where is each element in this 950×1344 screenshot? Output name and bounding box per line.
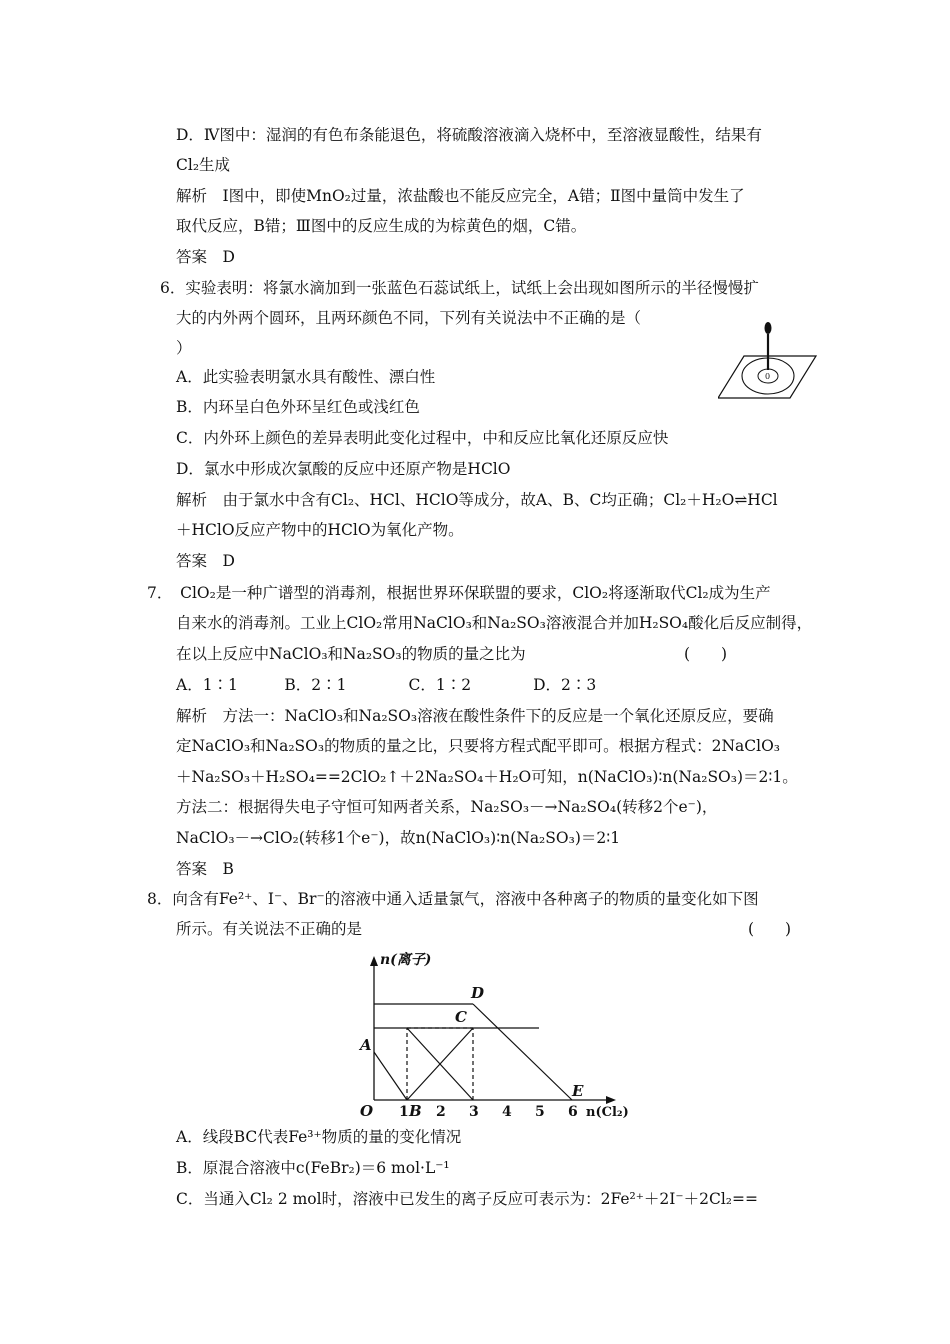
x-tick-label: 2 bbox=[436, 1104, 446, 1120]
text-line: 在以上反应中NaClO₃和Na₂SO₃的物质的量之比为 bbox=[176, 645, 526, 663]
text-line: Cl₂生成 bbox=[176, 156, 231, 174]
text-line: 答案 B bbox=[176, 860, 234, 878]
litmus-paper-figure bbox=[718, 320, 818, 404]
options-row: A．1∶1 B．2∶1 C．1∶2 D．2∶3 bbox=[176, 676, 597, 694]
text-line: 大的内外两个圆环，且两环颜色不同，下列有关说法中不正确的是（ bbox=[176, 309, 642, 327]
text-line: 解析 方法一：NaClO₃和Na₂SO₃溶液在酸性条件下的反应是一个氧化还原反应，要确 bbox=[176, 707, 774, 725]
option-b: B．原混合溶液中c(FeBr₂)＝6 mol·L⁻¹ bbox=[176, 1159, 450, 1177]
x-tick-label: 3 bbox=[469, 1104, 479, 1120]
text-line: 解析 Ⅰ图中，即使MnO₂过量，浓盐酸也不能反应完全，A错；Ⅱ图中量筒中发生了 bbox=[176, 187, 745, 205]
x-tick-label: 5 bbox=[535, 1104, 545, 1120]
text-line: 答案 D bbox=[176, 552, 235, 570]
y-axis-arrow bbox=[370, 956, 378, 966]
text-line: ） bbox=[176, 339, 192, 357]
point-label-a: A bbox=[360, 1036, 372, 1054]
x-axis-label: n(Cl₂) bbox=[586, 1105, 629, 1120]
text-line: 取代反应，B错；Ⅲ图中的反应生成的为棕黄色的烟，C错。 bbox=[176, 217, 587, 235]
point-label-d: D bbox=[471, 984, 485, 1002]
option-c: C．当通入Cl₂ 2 mol时，溶液中已发生的离子反应可表示为：2Fe²⁺＋2I⁻＋2Cl₂== bbox=[176, 1190, 758, 1208]
text-line: ＋Na₂SO₃＋H₂SO₄==2ClO₂↑＋2Na₂SO₄＋H₂O可知，n(NaClO₃)∶n(Na₂SO₃)＝2∶1。 bbox=[176, 768, 798, 786]
x-tick-label: 6 bbox=[568, 1104, 578, 1120]
x-tick-label: 4 bbox=[502, 1104, 512, 1120]
y-axis-label: n(离子) bbox=[380, 952, 432, 968]
x-axis-arrow bbox=[606, 1096, 616, 1104]
option-d: D．氯水中形成次氯酸的反应中还原产物是HClO bbox=[176, 460, 511, 478]
dropper-bulb bbox=[765, 322, 772, 334]
option-a: A．线段BC代表Fe³⁺物质的量的变化情况 bbox=[176, 1128, 462, 1146]
text-line: 解析 由于氯水中含有Cl₂、HCl、HClO等成分，故A、B、C均正确；Cl₂＋H₂O⇌HCl bbox=[176, 491, 778, 509]
center-label: 0 bbox=[765, 372, 771, 381]
text-line: 自来水的消毒剂。工业上ClO₂常用NaClO₃和Na₂SO₃溶液混合并加H₂SO₄酸化后反应制得， bbox=[176, 614, 813, 632]
text-line: D．Ⅳ图中：湿润的有色布条能退色，将硫酸溶液滴入烧杯中，至溶液显酸性，结果有 bbox=[176, 126, 762, 144]
point-label-e: E bbox=[572, 1082, 584, 1100]
question-7-stem: 7． ClO₂是一种广谱型的消毒剂，根据世界环保联盟的要求，ClO₂将逐渐取代Cl₂成为生产 bbox=[147, 584, 771, 602]
option-c: C．内外环上颜色的差异表明此变化过程中，中和反应比氧化还原反应快 bbox=[176, 429, 669, 447]
point-label-o: O bbox=[360, 1102, 374, 1120]
option-b: B．内环呈白色外环呈红色或浅红色 bbox=[176, 398, 420, 416]
point-label-c: C bbox=[455, 1008, 467, 1026]
option-a: A．此实验表明氯水具有酸性、漂白性 bbox=[176, 368, 436, 386]
text-line: 方法二：根据得失电子守恒可知两者关系，Na₂SO₃－→Na₂SO₄(转移2个e⁻)， bbox=[176, 798, 718, 816]
text-line: NaClO₃－→ClO₂(转移1个e⁻)，故n(NaClO₃)∶n(Na₂SO₃)＝2∶1 bbox=[176, 829, 621, 847]
ion-amount-chart bbox=[350, 950, 640, 1120]
series-br-decrease bbox=[473, 1004, 572, 1100]
text-line: ＋HClO反应产物中的HClO为氧化产物。 bbox=[176, 521, 464, 539]
question-6-stem: 6．实验表明：将氯水滴加到一张蓝色石蕊试纸上，试纸上会出现如图所示的半径慢慢扩 bbox=[160, 279, 759, 297]
answer-blank-8: ( ) bbox=[748, 920, 792, 938]
text-line: 答案 D bbox=[176, 248, 235, 266]
text-line: 定NaClO₃和Na₂SO₃的物质的量之比，只要将方程式配平即可。根据方程式：2NaClO₃ bbox=[176, 737, 781, 755]
series-i-line bbox=[374, 1052, 407, 1100]
text-line: 所示。有关说法不正确的是 bbox=[176, 920, 363, 938]
point-label-b: B bbox=[409, 1102, 422, 1120]
x-tick-label: 1 bbox=[399, 1104, 409, 1120]
question-8-stem: 8．向含有Fe²⁺、I⁻、Br⁻的溶液中通入适量氯气，溶液中各种离子的物质的量变化如下图 bbox=[147, 890, 759, 908]
answer-blank-7: ( ) bbox=[684, 645, 728, 663]
